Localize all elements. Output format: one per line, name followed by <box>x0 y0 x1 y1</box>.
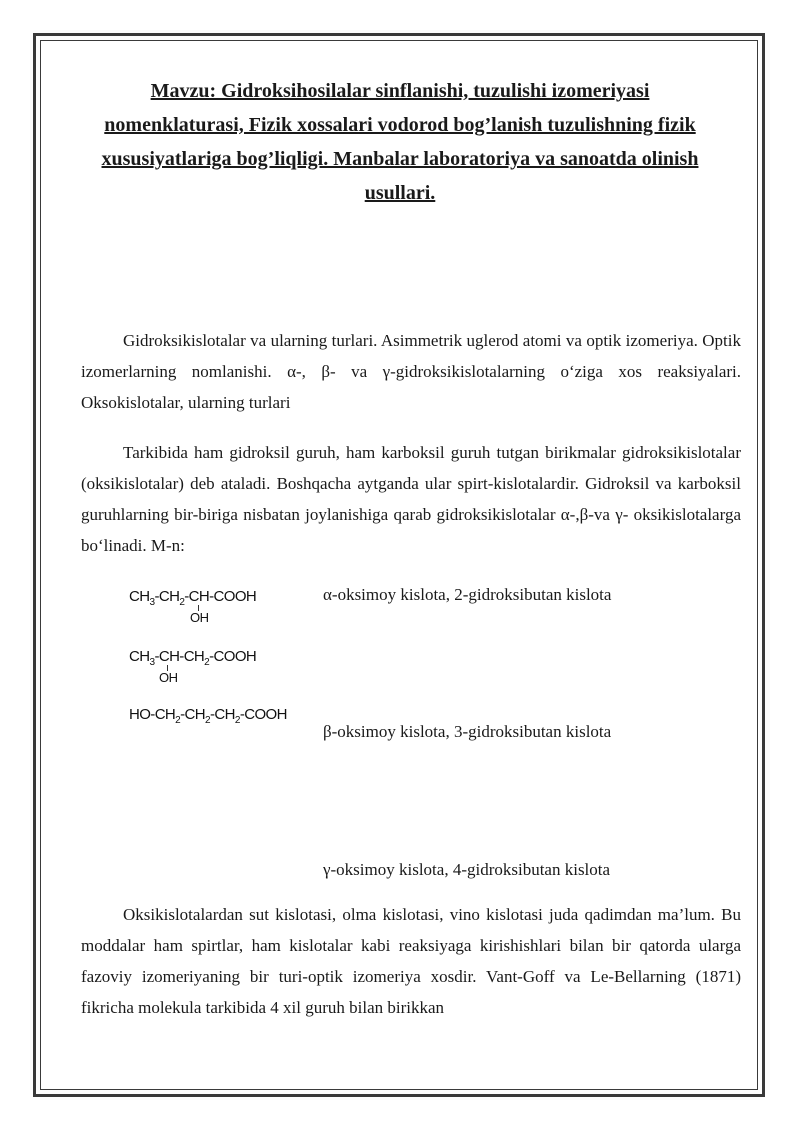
formula-part: HO-CH <box>129 706 176 723</box>
formula-sub: 3 <box>149 657 155 668</box>
formula-sub: 2 <box>204 657 210 668</box>
formula-sub: 2 <box>179 597 185 608</box>
formula-sub: 3 <box>149 597 155 608</box>
paragraph-intro: Gidroksikislotalar va ularning turlari. Asimmetrik uglerod atomi va optik izomeriya. Optik izomerlarning nomlanishi. α-, β- va γ-gidroksikislotalarning o‘ziga xos reaksiyalari. Oksokislotalar, ularning turlari <box>81 331 741 412</box>
paragraph-optical-isomerism: Oksikislotalardan sut kislotasi, olma kislotasi, vino kislotasi juda qadimdan ma’lum. Bu moddalar ham spirtlar, ham kislotalar kabi reaksiyaga kirishishlari bilan bir qatorda ularga fazoviy izomeriyaning bir turi-optik izomeriya xosdir. Vant-Goff va Le-Bellarning (1871) fikricha molekula tarkibida 4 xil guruh bilan birikkan <box>81 905 741 1017</box>
label-gamma: γ-oksimoy kislota, 4-gidroksibutan kislota <box>323 860 611 879</box>
formula-part: -CH <box>154 588 180 605</box>
formula-alpha <box>129 588 256 608</box>
label-beta: β-oksimoy kislota, 3-gidroksibutan kislota <box>323 722 612 741</box>
formula-sub: 2 <box>175 715 181 726</box>
formula-beta-oh: OH <box>159 670 178 685</box>
formula-gamma <box>129 706 287 726</box>
formula-part: -CH <box>209 706 235 723</box>
document-title: Mavzu: Gidroksihosilalar sinflanishi, tuzulishi izomeriyasi nomenklaturasi, Fizik xossalari vodorod bog’lanish tuzulishning fizik xususiyatlariga bog’liqligi. Manbalar laboratoriya va sanoatda olinish usullari. <box>101 80 699 204</box>
paragraph-definition: Tarkibida ham gidroksil guruh, ham karboksil guruh tutgan birikmalar gidroksikislotalar (oksikislotalar) deb ataladi. Boshqacha aytganda ular spirt-kislotalardir. Gidroksil va karboksil guruhlarning bir-biriga nisbatan joylanishiga qarab gidroksikislotalar α-,β-va γ- oksikislotalarga bo‘linadi. M-n: <box>81 443 741 555</box>
formula-part: -COOH <box>209 648 257 665</box>
formula-part: -COOH <box>239 706 287 723</box>
formula-beta <box>129 648 256 668</box>
label-alpha: α-oksimoy kislota, 2-gidroksibutan kislota <box>323 585 612 604</box>
formula-part: CH <box>129 588 150 605</box>
formula-part: -CH-CH <box>154 648 205 665</box>
formula-part: -CH-COOH <box>184 588 257 605</box>
formula-sub: 2 <box>205 715 210 726</box>
formula-part: CH <box>129 648 150 665</box>
formula-sub: 2 <box>234 715 240 726</box>
formula-alpha-oh: OH <box>190 610 209 625</box>
formula-part: -CH <box>180 706 206 723</box>
